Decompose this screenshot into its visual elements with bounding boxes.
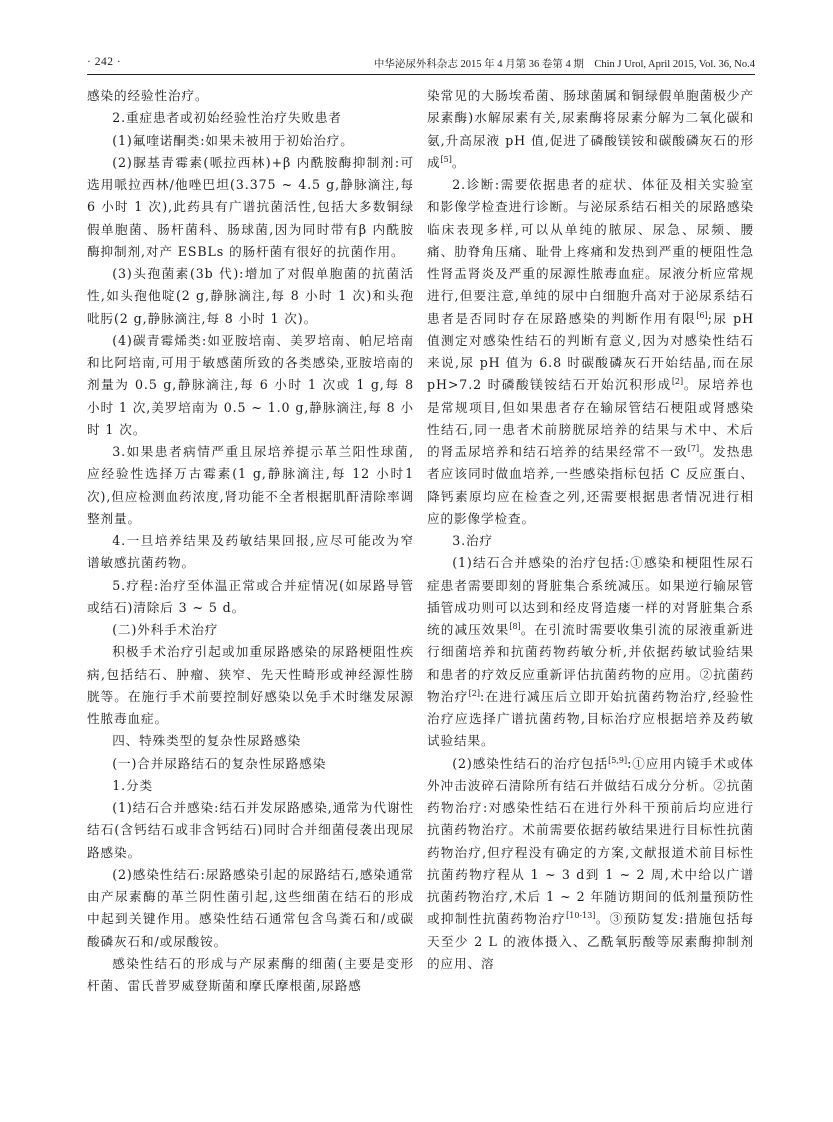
citation-reference: [5,9] <box>608 755 628 765</box>
paragraph: (1)氟喹诺酮类:如果未被用于初始治疗。 <box>112 132 354 148</box>
paragraph: (4)碳青霉烯类:如亚胺培南、美罗培南、帕尼培南和比阿培南,可用于敏感菌所致的各类感染,亚胺培南的剂量为 0.5 g,静脉滴注,每 6 小时 1 次或 1 g,每 8 小时 1 次,美罗培南为 0.5 ~ 1.0 g,静脉滴注,每 8 小时 1 次。 <box>87 332 414 437</box>
paragraph-text: :①应用内镜手术或体外冲击波碎石清除所有结石并做结石成分分析。②抗菌药物治疗:对感染性结石在进行外科干预前后均应进行抗菌药物治疗。术前需要依据药敏结果进行目标性抗菌药物治疗,但疗程没有确定的方案,文献报道术前目标性抗菌药物疗程从 1 ~ 3 d到 1 ~ 2 周,术中给以广谱抗菌药物治疗,术后 1 ~ 2 年随访期间的低剂量预防性或抑制性抗菌药物治疗 <box>427 755 754 927</box>
page-number: · 242 · <box>87 56 122 68</box>
paragraph: 3.如果患者病情严重且尿培养提示革兰阳性球菌,应经验性选择万古霉素(1 g,静脉滴注,每 12 小时1次),但应检测血药浓度,肾功能不全者根据肌酐清除率调整剂量。 <box>87 444 414 526</box>
citation-reference: [2] <box>468 688 480 698</box>
paragraph-text: 。尿培养也是常规项目,但如果患者存在输尿管结石梗阻或肾感染性结石,同一患者术前膀胱尿培养的结果与术中、术后的肾盂尿培养和结石培养的结果经常不一致 <box>427 377 755 459</box>
citation-reference: [6] <box>696 310 708 320</box>
paragraph-text: 2.诊断:需要依据患者的症状、体征及相关实验室和影像学检查进行诊断。与泌尿系结石相关的尿路感染临床表现多样,可以从单纯的脓尿、尿急、尿频、腰痛、肋脊角压痛、耻骨上疼痛和发热到严重的梗阻性急性肾盂肾炎及严重的尿源性脓毒血症。尿液分析应常规进行,但要注意,单纯的尿中白细胞升高对于泌尿系结石患者是否同时存在尿路感染的判断作用有限 <box>427 177 754 326</box>
paragraph: 1.分类 <box>112 777 153 793</box>
paragraph-text: 。在引流时需要收集引流的尿液重新进行细菌培养和抗菌药物药敏分析,并依据药敏试验结果和患者的疗效反应重新评估抗菌药物的应用。②抗菌药物治疗 <box>427 622 754 704</box>
citation-reference: [8] <box>509 622 521 631</box>
paragraph <box>427 753 754 976</box>
citation-reference: [5] <box>440 154 452 164</box>
paragraph: 感染性结石的形成与产尿素酶的细菌(主要是变形杆菌、雷氏普罗威登斯菌和摩氏摩根菌,尿路感 <box>87 955 414 993</box>
paragraph-text: (2)感染性结石的治疗包括 <box>452 755 609 771</box>
paragraph <box>427 85 754 174</box>
paragraph: (3)头孢菌素(3b 代):增加了对假单胞菌的抗菌活性,如头孢他啶(2 g,静脉滴注,每 8 小时 1 次)和头孢吡肟(2 g,静脉滴注,每 8 小时 1 次)。 <box>87 266 414 326</box>
paragraph <box>427 530 754 552</box>
paragraph: 5.疗程:治疗至体温正常或合并症情况(如尿路导管或结石)清除后 3 ~ 5 d。 <box>87 577 414 615</box>
journal-running-head: 中华泌尿外科杂志 2015 年 4 月第 36 卷第 4 期 Chin J Urol, April 2015, Vol. 36, No.4 <box>373 59 755 70</box>
paragraph: 四、特殊类型的复杂性尿路感染 <box>112 733 302 749</box>
paragraph <box>427 552 754 752</box>
right-text-column <box>427 85 754 975</box>
running-header <box>87 52 755 75</box>
citation-reference: [7] <box>687 444 700 453</box>
paragraph-text: 。发热患者应该同时做血培养,一些感染指标包括 C 反应蛋白、降钙素原均应在检查之列,还需要根据患者情况进行相应的影像学检查。 <box>427 444 754 526</box>
paragraph: (二)外科手术治疗 <box>112 622 219 637</box>
paragraph: 2.重症患者或初始经验性治疗失败患者 <box>112 110 342 126</box>
paragraph <box>427 174 754 530</box>
paragraph: (2)感染性结石:尿路感染引起的尿路结石,感染通常由产尿素酶的革兰阴性菌引起,这些细菌在结石的形成中起到关键作用。感染性结石通常包含鸟粪石和/或碳酸磷灰石和/或尿酸铵。 <box>87 866 414 949</box>
citation-reference: [2] <box>671 377 684 387</box>
citation-reference: [10-13] <box>566 911 596 921</box>
paragraph-text: :在进行减压后立即开始抗菌药物治疗,经验性治疗应选择广谱抗菌药物,目标治疗应根据培养及药敏试验结果。 <box>427 688 754 749</box>
paragraph-text: ;尿 pH 值测定对感染性结石的判断有意义,因为对感染性结石来说,尿 pH 值为 6.8 时碳酸磷灰石开始结晶,而在尿 pH>7.2 时磷酸镁铵结石开始沉积形成 <box>427 310 754 393</box>
paragraph: 4.一旦培养结果及药敏结果回报,应尽可能改为窄谱敏感抗菌药物。 <box>87 533 414 571</box>
paragraph: 积极手术治疗引起或加重尿路感染的尿路梗阻性疾病,包括结石、肿瘤、狭窄、先天性畸形或神经源性膀胱等。在施行手术前要控制好感染以免手术时继发尿源性脓毒血症。 <box>87 644 414 726</box>
paragraph-text: 染常见的大肠埃希菌、肠球菌属和铜绿假单胞菌极少产尿素酶)水解尿素有关,尿素酶将尿素分解为二氧化碳和氨,升高尿液 pH 值,促进了磷酸镁铵和碳酸磷灰石的形成 <box>427 88 754 170</box>
paragraph-text: 。 <box>451 154 466 170</box>
paragraph: (1)结石合并感染:结石并发尿路感染,通常为代谢性结石(含钙结石或非含钙结石)同时合并细菌侵袭出现尿路感染。 <box>87 800 414 860</box>
paragraph: (2)脲基青霉素(哌拉西林)+β 内酰胺酶抑制剂:可选用哌拉西林/他唑巴坦(3.375 ~ 4.5 g,静脉滴注,每 6 小时 1 次),此药具有广谱抗菌活性,包括大多数铜绿假单胞菌、肠杆菌科、肠球菌,因为同时带有β 内酰胺酶抑制剂,对产 ESBLs 的肠杆菌有很好的抗菌作用。 <box>87 154 414 259</box>
left-text-column <box>87 85 414 997</box>
paragraph-text: (1)结石合并感染的治疗包括:①感染和梗阻性尿石症患者需要即刻的肾脏集合系统减压。如果逆行输尿管插管成功则可以达到和经皮肾造瘘一样的对肾脏集合系统的减压效果 <box>427 555 754 637</box>
paragraph: (一)合并尿路结石的复杂性尿路感染 <box>112 755 327 771</box>
paragraph-text: 。③预防复发:措施包括每天至少 2 L 的液体摄入、乙酰氧肟酸等尿素酶抑制剂的应用、溶 <box>427 911 754 971</box>
paragraph: 感染的经验性治疗。 <box>87 88 209 103</box>
paragraph-text: 3.治疗 <box>452 533 493 548</box>
